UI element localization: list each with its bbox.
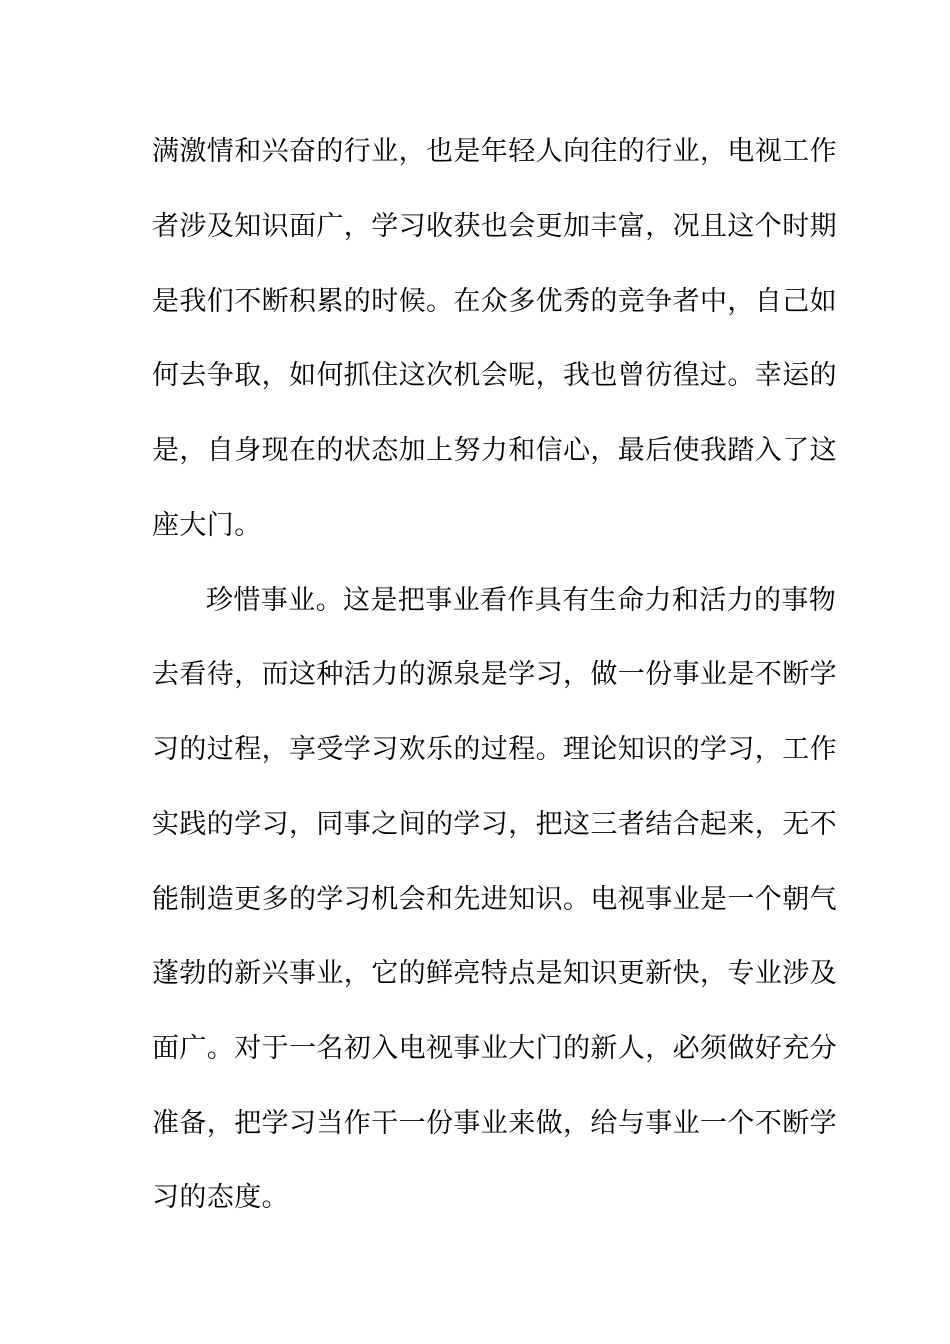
text-line: 蓬勃的新兴事业，它的鲜亮特点是知识更新快，专业涉及 [152,958,837,989]
text-line: 面广。对于一名初入电视事业大门的新人，必须做好充分 [152,1033,837,1064]
text-line: 习的过程，享受学习欢乐的过程。理论知识的学习，工作 [152,734,837,765]
text-line: 习的态度。 [152,1182,289,1213]
text-line: 何去争取，如何抓住这次机会呢，我也曾彷徨过。幸运的 [152,360,837,391]
paragraph-first-line: 珍惜事业。这是把事业看作具有生命力和活力的事物 [206,585,837,616]
text-line: 实践的学习，同事之间的学习，把这三者结合起来，无不 [152,809,837,840]
text-line: 座大门。 [152,510,262,541]
text-line: 准备，把学习当作干一份事业来做，给与事业一个不断学 [152,1108,837,1139]
text-line: 满激情和兴奋的行业，也是年轻人向往的行业，电视工作 [152,136,837,167]
text-line: 是我们不断积累的时候。在众多优秀的竞争者中，自己如 [152,286,837,317]
text-line: 者涉及知识面广，学习收获也会更加丰富，况且这个时期 [152,211,837,242]
text-line: 能制造更多的学习机会和先进知识。电视事业是一个朝气 [152,884,837,915]
text-line: 去看待，而这种活力的源泉是学习，做一份事业是不断学 [152,659,837,690]
text-line: 是，自身现在的状态加上努力和信心，最后使我踏入了这 [152,435,837,466]
